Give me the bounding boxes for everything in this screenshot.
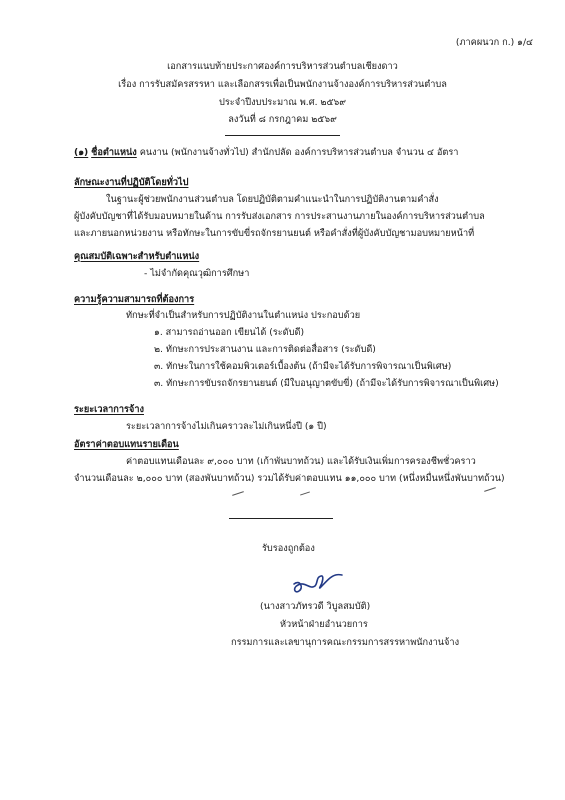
signer-name: (นางสาวภัทรวดี วิบูลสมบัติ) (260, 601, 371, 612)
duties-line-3: และภายนอกหน่วยงาน หรือทักษะในการขับขี่รถจักรยานยนต์ หรือคำสั่งที่ผู้บังคับบัญชามอบหมายหน้าที่ (74, 228, 475, 239)
salary-line-2: จำนวนเดือนละ ๒,๐๐๐ บาท (สองพันบาทถ้วน) รวมได้รับค่าตอบแทน ๑๑,๐๐๐ บาท (หนึ่งหมื่นหนึ่งพันบาทถ้วน) (74, 473, 505, 484)
initial-mark (300, 491, 310, 495)
duties-heading: ลักษณะงานที่ปฏิบัติโดยทั่วไป (74, 177, 189, 188)
annex-label: (ภาคผนวก ก.) ๑/๔ (455, 37, 533, 48)
signature-image (290, 566, 350, 596)
signer-committee: กรรมการและเลขานุการคณะกรรมการสรรหาพนักงานจ้าง (231, 637, 460, 648)
skills-item-1: ๑. สามารถอ่านออก เขียนได้ (ระดับดี) (154, 327, 305, 338)
header-line-1: เอกสารแนบท้ายประกาศองค์การบริหารส่วนตำบลเชียงดาว (167, 61, 398, 72)
skills-item-4: ๓. ทักษะการขับรถจักรยานยนต์ (มีใบอนุญาตขับขี่) (ถ้ามีจะได้รับการพิจารณาเป็นพิเศษ) (154, 378, 499, 389)
signer-title: หัวหน้าฝ่ายอำนวยการ (280, 619, 368, 630)
header-line-2: เรื่อง การรับสมัครสรรหา และเลือกสรรเพื่อเป็นพนักงานจ้างองค์การบริหารส่วนตำบล (118, 79, 447, 90)
position-line (74, 148, 458, 157)
signature-divider (229, 518, 333, 519)
salary-line-1: ค่าตอบแทนเดือนละ ๙,๐๐๐ บาท (เก้าพันบาทถ้วน) และได้รับเงินเพิ่มการครองชีพชั่วคราว (126, 456, 476, 467)
position-text: คนงาน (พนักงานจ้างทั่วไป) สำนักปลัด องค์การบริหารส่วนตำบล จำนวน ๔ อัตรา (139, 147, 459, 158)
term-heading: ระยะเวลาการจ้าง (74, 404, 144, 415)
initial-mark (232, 491, 244, 496)
duties-line-2: ผู้บังคับบัญชาที่ได้รับมอบหมายในด้าน การรับส่งเอกสาร การประสานงานภายในองค์การบริหารส่วนตำบล (74, 211, 485, 222)
header-divider (225, 135, 340, 136)
header-line-3: ประจำปีงบประมาณ พ.ศ. ๒๕๖๙ (219, 97, 346, 108)
qualifications-text: - ไม่จำกัดคุณวุฒิการศึกษา (144, 268, 250, 279)
header-line-4: ลงวันที่ ๘ กรกฎาคม ๒๕๖๙ (228, 114, 337, 125)
qualifications-heading: คุณสมบัติเฉพาะสำหรับตำแหน่ง (74, 251, 200, 262)
skills-heading: ความรู้ความสามารถที่ต้องการ (74, 294, 195, 305)
term-text: ระยะเวลาการจ้างไม่เกินคราวละไม่เกินหนึ่งปี (๑ ปี) (126, 421, 327, 432)
position-heading: ชื่อตำแหน่ง (91, 147, 137, 158)
initial-mark (484, 487, 496, 492)
salary-heading: อัตราค่าตอบแทนรายเดือน (74, 439, 179, 450)
skills-item-2: ๒. ทักษะการประสานงาน และการติดต่อสื่อสาร (ระดับดี) (154, 344, 376, 355)
duties-line-1: ในฐานะผู้ช่วยพนักงานส่วนตำบล โดยปฏิบัติตามคำแนะนำในการปฏิบัติงานตามคำสั่ง (106, 194, 439, 205)
position-number: (๑) (74, 147, 89, 158)
skills-item-3: ๓. ทักษะในการใช้คอมพิวเตอร์เบื้องต้น (ถ้ามีจะได้รับการพิจารณาเป็นพิเศษ) (154, 361, 452, 372)
certified-label: รับรองถูกต้อง (262, 543, 315, 554)
skills-intro: ทักษะที่จำเป็นสำหรับการปฏิบัติงานในตำแหน่ง ประกอบด้วย (126, 310, 361, 321)
